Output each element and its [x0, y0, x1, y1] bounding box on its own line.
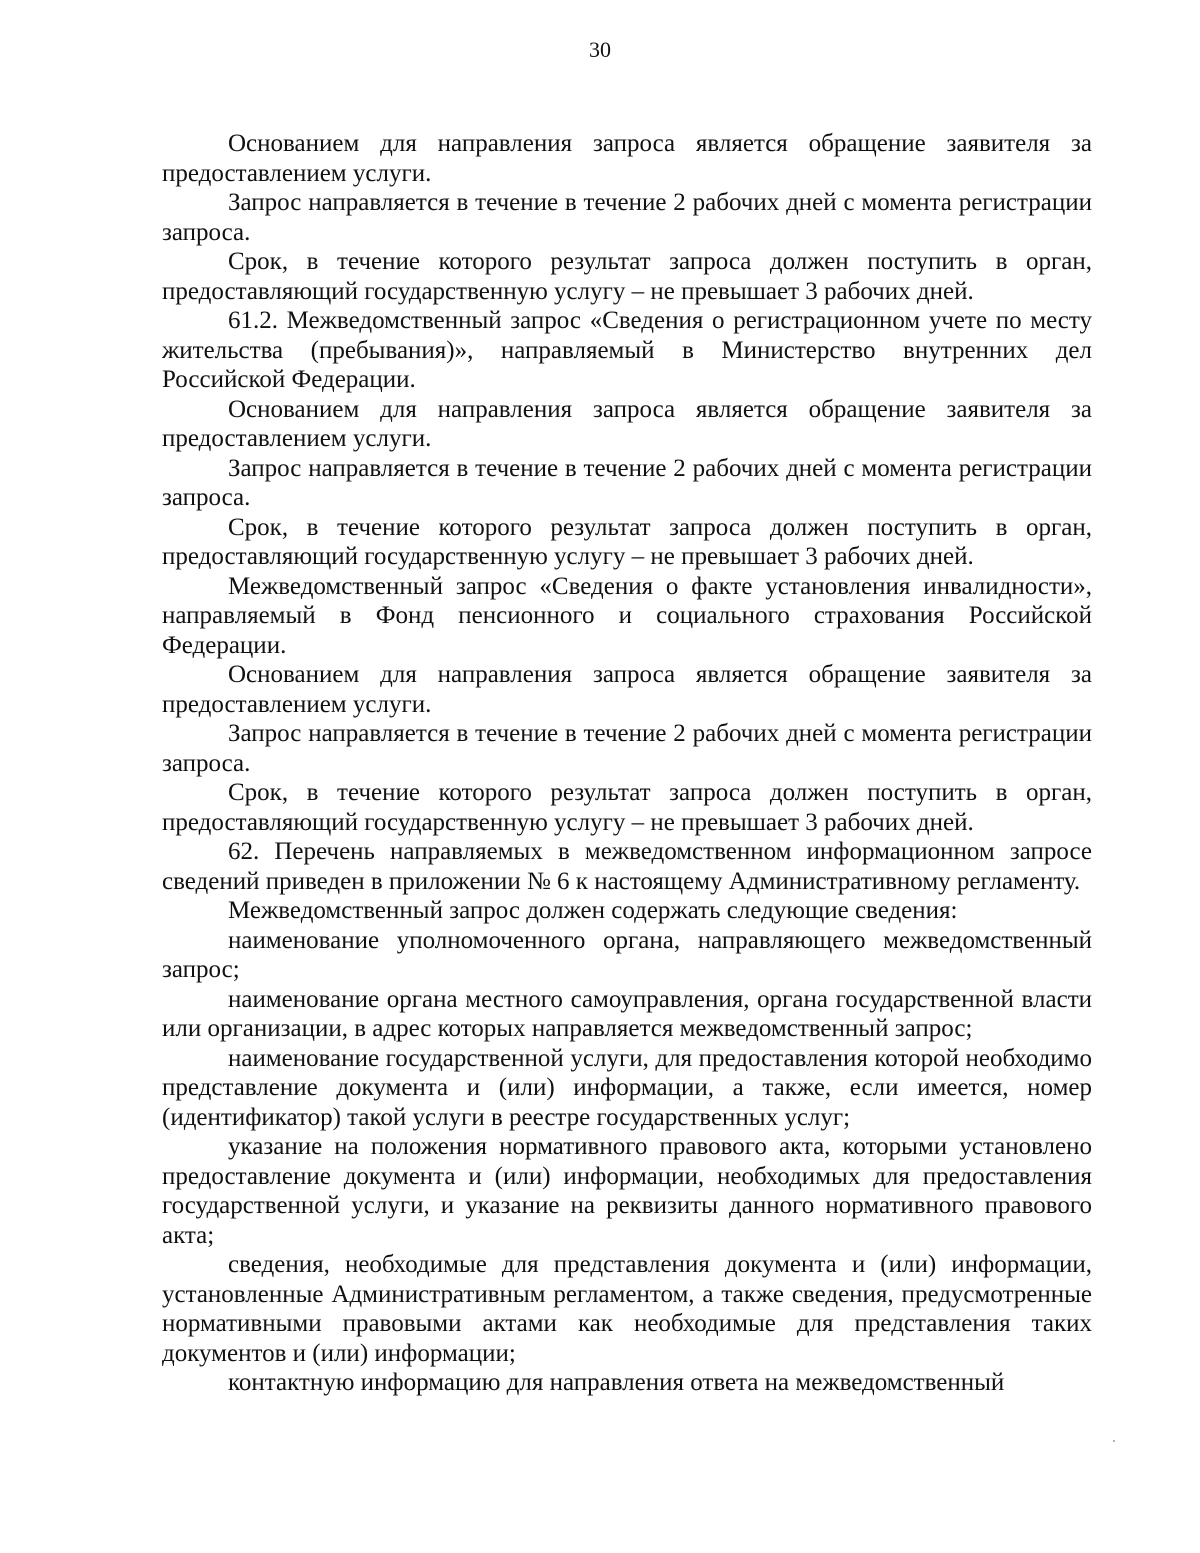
paragraph-basis-2: Основанием для направления запроса является обращение заявителя за предоставлением услуги. [162, 395, 1092, 452]
paragraph-required-info-intro: Межведомственный запрос должен содержать следующие сведения: [228, 897, 958, 924]
page-number: 30 [589, 37, 611, 62]
paragraph-disability-request: Межведомственный запрос «Сведения о факте установления инвалидности», направляемый в Фонд пенсионного и социального страхования Российской Федерации. [162, 572, 1092, 659]
paragraph-authority-name: наименование уполномоченного органа, направляющего межведомственный запрос; [162, 926, 1092, 983]
paragraph-section-62: 62. Перечень направляемых в межведомственном информационном запросе сведений приведен в приложении № 6 к настоящему Административному регламенту. [162, 838, 1092, 895]
paragraph-legal-act-reference: указание на положения нормативного правового акта, которыми установлено предоставление документа и (или) информации, необходимых для предоставления государственной услуги, и указание на реквизиты данного нормативного правового акта; [162, 1133, 1092, 1249]
paragraph-request-timing-1: Запрос направляется в течение в течение 2 рабочих дней с момента регистрации запроса. [162, 189, 1092, 246]
paragraph-section-61-2: 61.2. Межведомственный запрос «Сведения о регистрационном учете по месту жительства (пребывания)», направляемый в Министерство внутренних дел Российской Федерации. [162, 307, 1092, 393]
paragraph-required-information: сведения, необходимые для представления документа и (или) информации, установленные Административным регламентом, а также сведения, предусмотренные нормативными правовыми актами как необходимые для представления таких документов и (или) информации; [162, 1251, 1092, 1367]
document-body [162, 129, 1092, 1398]
paragraph-response-deadline-3: Срок, в течение которого результат запроса должен поступить в орган, предоставляющий государственную услугу – не превышает 3 рабочих дней. [162, 779, 1092, 836]
paragraph-response-deadline-2: Срок, в течение которого результат запроса должен поступить в орган, предоставляющий государственную услугу – не превышает 3 рабочих дней. [162, 513, 1092, 570]
scan-speck [1113, 1440, 1115, 1442]
paragraph-service-name: наименование государственной услуги, для предоставления которой необходимо представление документа и (или) информации, а также, если имеется, номер (идентификатор) такой услуги в реестре государственных услуг; [162, 1044, 1092, 1131]
paragraph-request-timing-2: Запрос направляется в течение в течение 2 рабочих дней с момента регистрации запроса. [162, 454, 1092, 511]
paragraph-basis-3: Основанием для направления запроса является обращение заявителя за предоставлением услуги. [162, 661, 1092, 718]
paragraph-response-deadline-1: Срок, в течение которого результат запроса должен поступить в орган, предоставляющий государственную услугу – не превышает 3 рабочих дней. [162, 248, 1092, 305]
paragraph-basis-1: Основанием для направления запроса является обращение заявителя за предоставлением услуги. [162, 130, 1092, 187]
paragraph-contact-information: контактную информацию для направления ответа на межведомственный [228, 1369, 1005, 1396]
paragraph-request-timing-3: Запрос направляется в течение в течение 2 рабочих дней с момента регистрации запроса. [162, 720, 1092, 777]
paragraph-recipient-name: наименование органа местного самоуправления, органа государственной власти или организации, в адрес которых направляется межведомственный запрос; [162, 985, 1092, 1042]
